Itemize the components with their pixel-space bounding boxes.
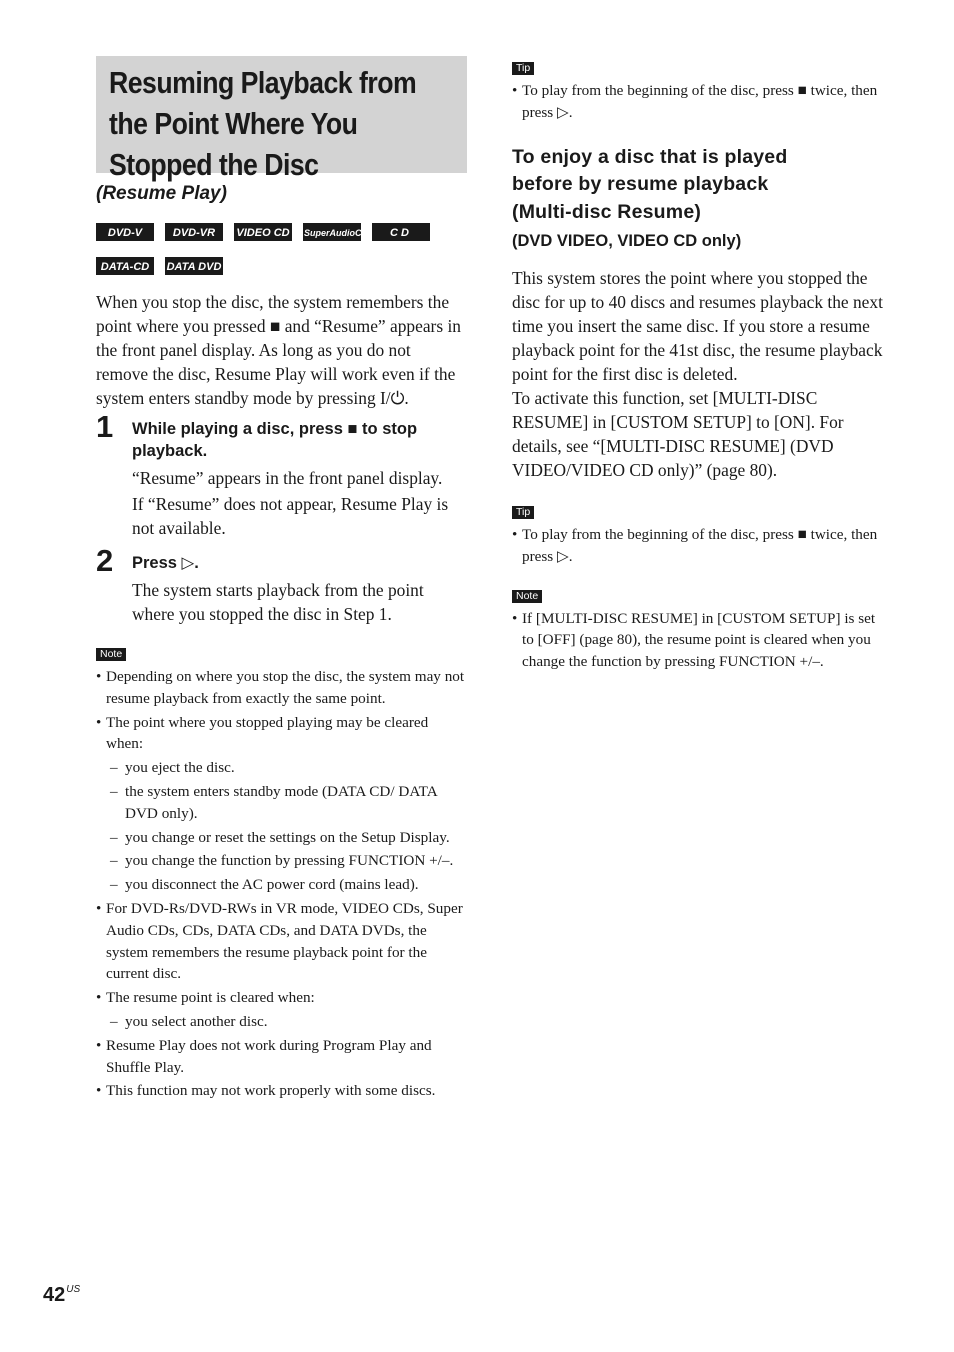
list-subitem: – you disconnect the AC power cord (mains lead). [96, 874, 467, 896]
disc-type-badges [96, 223, 441, 275]
page-number [43, 1284, 80, 1307]
tip-top [512, 58, 884, 124]
page-number-value: 42 [43, 1284, 66, 1306]
dvd-v-badge: DVD-V [96, 223, 154, 241]
step-heading: Press ▷. [132, 554, 199, 572]
list-subitem: – you change or reset the settings on the Setup Display. [96, 827, 467, 849]
data-cd-badge: DATA-CD [96, 257, 154, 275]
section-title-line: (Multi-disc Resume) [512, 200, 702, 223]
title-line: Resuming Playback from [109, 65, 417, 100]
tip-label: Tip [512, 62, 534, 75]
step-1 [96, 409, 467, 540]
video-cd-badge: VIDEO CD [234, 223, 292, 241]
list-item: • Resume Play does not work during Program Play and Shuffle Play. [96, 1035, 467, 1079]
step-text: The system starts playback from the point where you stopped the disc in Step 1. [132, 580, 424, 624]
list-subitem: – the system enters standby mode (DATA CD/ DATA DVD only). [96, 781, 467, 825]
intro-paragraph: When you stop the disc, the system remembers the point where you pressed ■ and “Resume” appears in the front panel display. As long as you do not remove the disc, Resume Play will work even if the system enters standby mode by pressing I/⏻. [96, 292, 461, 408]
list-item: • For DVD-Rs/DVD-RWs in VR mode, VIDEO CDs, Super Audio CDs, CDs, DATA CDs, and DATA DVDs, the system remembers the resume playback point for the current disc. [96, 898, 467, 985]
section-title-line: To enjoy a disc that is played [512, 145, 788, 168]
title-line: Stopped the Disc [109, 147, 319, 182]
multi-disc-section [512, 144, 884, 483]
title-line: the Point Where You [109, 106, 358, 141]
data-dvd-badge: DATA DVD [165, 257, 223, 275]
section-paragraph: This system stores the point where you stopped the disc for up to 40 discs and resumes playback the next time you insert the same disc. If you store a resume playback point for the 41st disc, the resume playback point for the first disc is deleted. [512, 268, 883, 385]
section-subtitle: (DVD VIDEO, VIDEO CD only) [512, 232, 742, 251]
step-number: 1 [96, 409, 114, 444]
step-text: If “Resume” does not appear, Resume Play is not available. [132, 494, 449, 538]
title-box [96, 56, 467, 182]
list-item: • The point where you stopped playing may be cleared when: [96, 712, 467, 756]
list-item: • The resume point is cleared when: [96, 987, 467, 1009]
tip-text: • To play from the beginning of the disc, press ■ twice, then press ▷. [512, 524, 884, 568]
section-title [512, 144, 884, 227]
super-audio-cd-badge: SuperAudioCD [303, 223, 361, 241]
page-title [109, 62, 417, 185]
section-paragraph: To activate this function, set [MULTI-DISC RESUME] in [CUSTOM SETUP] to [ON]. For details, see “[MULTI-DISC RESUME] (DVD VIDEO/VIDEO CD only)” (page 80). [512, 388, 844, 481]
dvd-vr-badge: DVD-VR [165, 223, 223, 241]
list-item: • This function may not work properly with some discs. [96, 1080, 467, 1102]
left-column [96, 56, 467, 1104]
list-subitem: – you select another disc. [96, 1011, 467, 1033]
note-right [512, 586, 884, 673]
right-column [512, 56, 884, 673]
tip-label: Tip [512, 506, 534, 519]
list-subitem: – you eject the disc. [96, 757, 467, 779]
note-label: Note [96, 648, 126, 661]
step-2 [96, 543, 467, 626]
tip-bottom [512, 502, 884, 568]
note-text: • If [MULTI-DISC RESUME] in [CUSTOM SETUP] is set to [OFF] (page 80), the resume point is cleared when you change the function by pressing FUNCTION +/–. [512, 608, 884, 673]
step-heading: While playing a disc, press ■ to stop playback. [132, 420, 418, 460]
note-label: Note [512, 590, 542, 603]
page-region-suffix: US [66, 1284, 81, 1295]
list-item: • Depending on where you stop the disc, the system may not resume playback from exactly the same point. [96, 666, 467, 710]
step-number: 2 [96, 543, 114, 578]
tip-text: • To play from the beginning of the disc, press ■ twice, then press ▷. [512, 80, 884, 124]
cd-badge: CD [372, 223, 430, 241]
step-text: “Resume” appears in the front panel display. [132, 468, 443, 488]
list-subitem: – you change the function by pressing FUNCTION +/–. [96, 850, 467, 872]
section-title-line: before by resume playback [512, 173, 769, 196]
page-subtitle: (Resume Play) [96, 183, 227, 204]
note-left [96, 644, 467, 1102]
